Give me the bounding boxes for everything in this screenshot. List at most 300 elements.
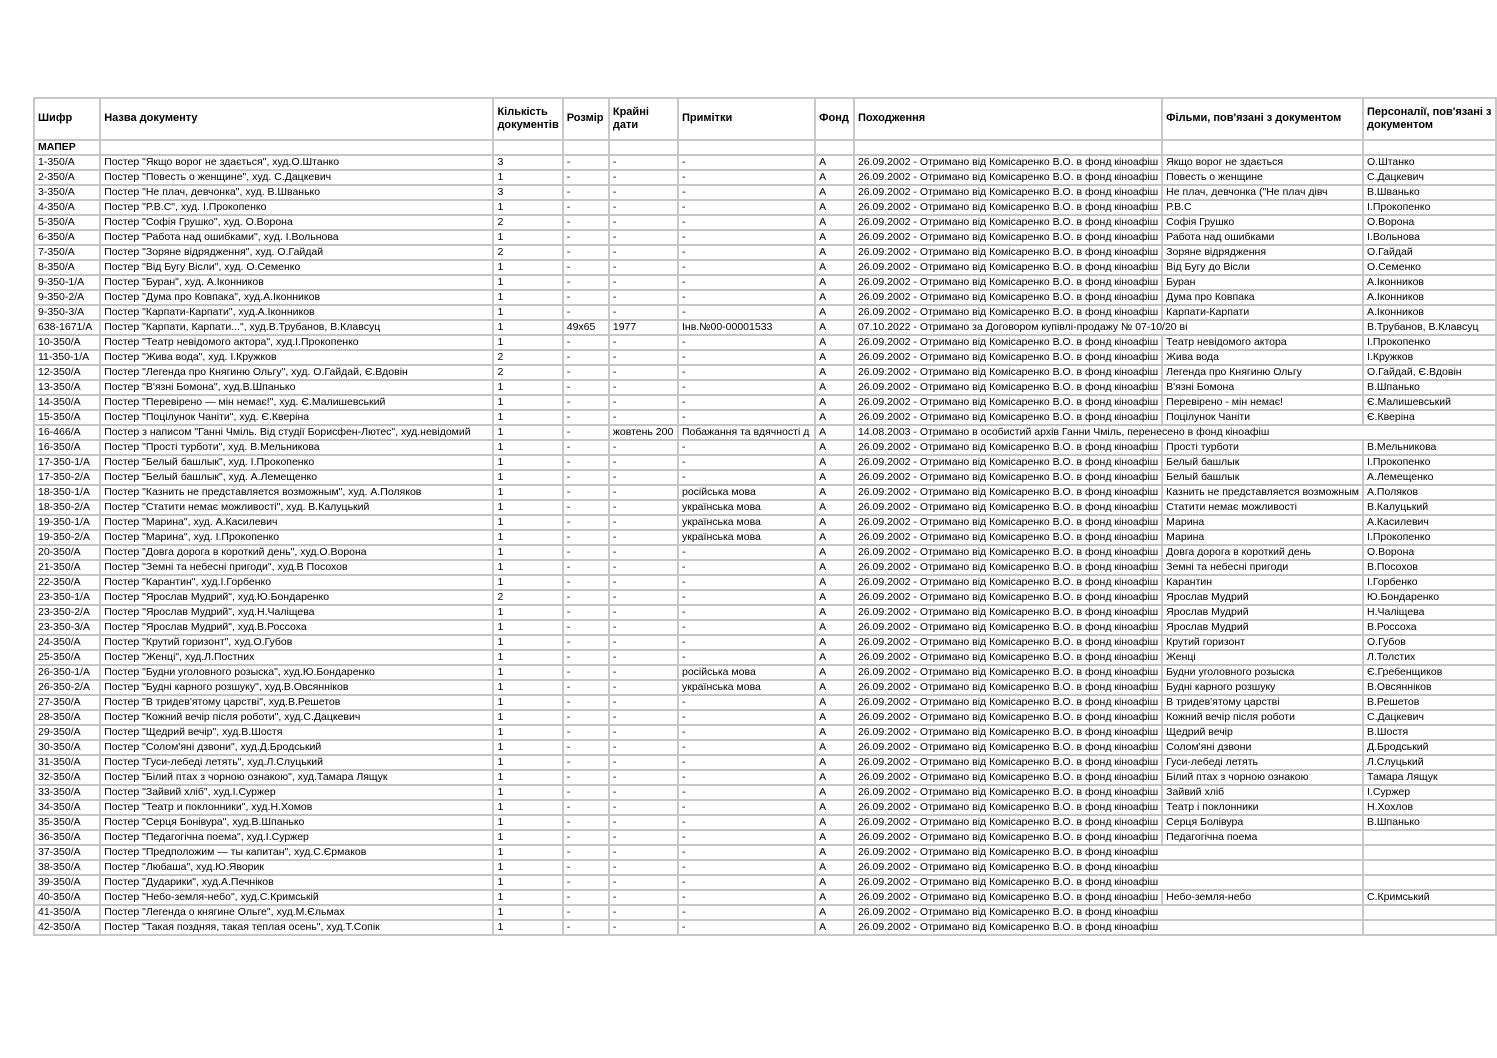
cell-film: Ярослав Мудрий xyxy=(1162,605,1363,620)
cell-dates: - xyxy=(609,770,678,785)
cell-person: В.Решетов xyxy=(1363,695,1496,710)
cell-fund: А xyxy=(815,425,854,440)
cell-code: 33-350/А xyxy=(34,785,100,800)
cell-fund: А xyxy=(815,350,854,365)
cell-title: Постер "Кожний вечір після роботи", худ.С.Дацкевич xyxy=(100,710,493,725)
table-row xyxy=(34,890,1496,905)
cell-notes: - xyxy=(678,440,815,455)
cell-code: 36-350/А xyxy=(34,830,100,845)
cell-dates: - xyxy=(609,275,678,290)
cell-size: - xyxy=(563,275,609,290)
cell-code: 41-350/А xyxy=(34,905,100,920)
cell-film: Театр невідомого актора xyxy=(1162,335,1363,350)
cell-size: - xyxy=(563,815,609,830)
cell-size: - xyxy=(563,770,609,785)
cell-size: - xyxy=(563,725,609,740)
cell-dates: - xyxy=(609,560,678,575)
cell-fund: А xyxy=(815,695,854,710)
cell-person: А.Касилевич xyxy=(1363,515,1496,530)
cell-code: 2-350/А xyxy=(34,170,100,185)
cell-fund: А xyxy=(815,320,854,335)
cell-notes: українська мова xyxy=(678,530,815,545)
cell-title: Постер "Солом'яні дзвони", худ.Д.Бродський xyxy=(100,740,493,755)
cell-title: Постер "Крутий горизонт", худ.О.Губов xyxy=(100,635,493,650)
cell-origin: 26.09.2002 - Отримано від Комісаренко В.О. в фонд кіноафіш xyxy=(854,875,1363,890)
cell-dates: - xyxy=(609,920,678,935)
cell-person: І.Горбенко xyxy=(1363,575,1496,590)
cell-film: Легенда про Княгиню Ольгу xyxy=(1162,365,1363,380)
cell-size: - xyxy=(563,620,609,635)
cell-title: Постер "Дума про Ковпака", худ.А.Іконников xyxy=(100,290,493,305)
cell-size: - xyxy=(563,515,609,530)
table-row xyxy=(34,530,1496,545)
table-row xyxy=(34,260,1496,275)
cell-person xyxy=(1363,845,1496,860)
cell-size: - xyxy=(563,905,609,920)
cell-dates: - xyxy=(609,440,678,455)
table-row xyxy=(34,455,1496,470)
cell-origin: 26.09.2002 - Отримано від Комісаренко В.О. в фонд кіноафіш xyxy=(854,560,1162,575)
section-empty-cell xyxy=(815,140,854,155)
cell-dates: - xyxy=(609,455,678,470)
archive-sheet xyxy=(33,97,1497,936)
table-row xyxy=(34,425,1496,440)
cell-title: Постер "Белый башлык", худ. А.Лемещенко xyxy=(100,470,493,485)
cell-fund: А xyxy=(815,875,854,890)
cell-film: Марина xyxy=(1162,530,1363,545)
cell-code: 24-350/А xyxy=(34,635,100,650)
cell-title: Постер "Казнить не представляется возможным", худ. А.Поляков xyxy=(100,485,493,500)
cell-film: Статити немає можливості xyxy=(1162,500,1363,515)
cell-title: Постер "Карпати, Карпати...", худ.В.Трубанов, В.Клавсуц xyxy=(100,320,493,335)
table-row xyxy=(34,485,1496,500)
cell-qty: 1 xyxy=(493,200,562,215)
cell-notes: - xyxy=(678,815,815,830)
cell-film: Дума про Ковпака xyxy=(1162,290,1363,305)
cell-qty: 1 xyxy=(493,440,562,455)
table-row xyxy=(34,305,1496,320)
cell-code: 12-350/А xyxy=(34,365,100,380)
cell-size: - xyxy=(563,365,609,380)
cell-film: Белый башлык xyxy=(1162,455,1363,470)
cell-code: 38-350/А xyxy=(34,860,100,875)
cell-notes: - xyxy=(678,560,815,575)
cell-origin: 26.09.2002 - Отримано від Комісаренко В.О. в фонд кіноафіш xyxy=(854,365,1162,380)
cell-notes: - xyxy=(678,605,815,620)
cell-person xyxy=(1363,830,1496,845)
cell-code: 25-350/А xyxy=(34,650,100,665)
cell-title: Постер "Театр и поклонники", худ.Н.Хомов xyxy=(100,800,493,815)
cell-film: Білий птах з чорною ознакою xyxy=(1162,770,1363,785)
cell-notes: - xyxy=(678,905,815,920)
cell-film: Карпати-Карпати xyxy=(1162,305,1363,320)
cell-person: А.Іконников xyxy=(1363,275,1496,290)
cell-title: Постер "Легенда о княгине Ольге", худ.М.Єльмах xyxy=(100,905,493,920)
table-row xyxy=(34,590,1496,605)
cell-dates: - xyxy=(609,710,678,725)
cell-size: - xyxy=(563,875,609,890)
cell-origin: 26.09.2002 - Отримано від Комісаренко В.О. в фонд кіноафіш xyxy=(854,575,1162,590)
cell-qty: 1 xyxy=(493,875,562,890)
cell-notes: - xyxy=(678,650,815,665)
cell-title: Постер "Предположим — ты капитан", худ.С.Єрмаков xyxy=(100,845,493,860)
cell-origin: 26.09.2002 - Отримано від Комісаренко В.О. в фонд кіноафіш xyxy=(854,530,1162,545)
cell-film: Р.В.С xyxy=(1162,200,1363,215)
cell-title: Постер з написом "Ганні Чміль. Від студії Борисфен-Лютес", худ.невідомий xyxy=(100,425,493,440)
cell-qty: 1 xyxy=(493,710,562,725)
cell-qty: 1 xyxy=(493,785,562,800)
cell-origin: 26.09.2002 - Отримано від Комісаренко В.О. в фонд кіноафіш xyxy=(854,650,1162,665)
table-row xyxy=(34,755,1496,770)
cell-film: В тридев'ятому царстві xyxy=(1162,695,1363,710)
table-row xyxy=(34,245,1496,260)
cell-title: Постер "Будни уголовного розыска", худ.Ю.Бондаренко xyxy=(100,665,493,680)
cell-title: Постер "Театр невідомого актора", худ.І.Прокопенко xyxy=(100,335,493,350)
cell-qty: 1 xyxy=(493,800,562,815)
cell-title: Постер "Легенда про Княгиню Ольгу", худ. О.Гайдай, Є.Вдовін xyxy=(100,365,493,380)
cell-notes: - xyxy=(678,215,815,230)
section-label: МАПЕР xyxy=(34,140,100,155)
cell-dates: - xyxy=(609,230,678,245)
cell-code: 42-350/А xyxy=(34,920,100,935)
table-row xyxy=(34,200,1496,215)
cell-code: 23-350-1/А xyxy=(34,590,100,605)
cell-fund: А xyxy=(815,440,854,455)
cell-qty: 1 xyxy=(493,290,562,305)
column-header-4: Крайні дати xyxy=(609,98,678,140)
cell-title: Постер "Ярослав Мудрий", худ.Ю.Бондаренко xyxy=(100,590,493,605)
cell-person: В.Калуцький xyxy=(1363,500,1496,515)
cell-person: Л.Слуцький xyxy=(1363,755,1496,770)
table-row xyxy=(34,410,1496,425)
cell-notes: Інв.№00-00001533 xyxy=(678,320,815,335)
table-row xyxy=(34,515,1496,530)
cell-film: Будни уголовного розыска xyxy=(1162,665,1363,680)
cell-fund: А xyxy=(815,830,854,845)
column-header-9: Персоналії, пов'язані з документом xyxy=(1363,98,1496,140)
cell-notes: - xyxy=(678,830,815,845)
cell-dates: - xyxy=(609,725,678,740)
cell-person: Д.Бродський xyxy=(1363,740,1496,755)
cell-origin: 26.09.2002 - Отримано від Комісаренко В.О. в фонд кіноафіш xyxy=(854,860,1363,875)
cell-dates: - xyxy=(609,260,678,275)
cell-film: Карантин xyxy=(1162,575,1363,590)
cell-film: Работа над ошибками xyxy=(1162,230,1363,245)
cell-fund: А xyxy=(815,680,854,695)
cell-size: - xyxy=(563,290,609,305)
cell-dates: - xyxy=(609,185,678,200)
cell-fund: А xyxy=(815,215,854,230)
cell-dates: - xyxy=(609,575,678,590)
cell-dates: - xyxy=(609,515,678,530)
cell-person: І.Прокопенко xyxy=(1363,335,1496,350)
cell-origin: 26.09.2002 - Отримано від Комісаренко В.О. в фонд кіноафіш xyxy=(854,470,1162,485)
cell-fund: А xyxy=(815,785,854,800)
cell-person: А.Іконников xyxy=(1363,305,1496,320)
cell-film: В'язні Бомона xyxy=(1162,380,1363,395)
cell-film: Буран xyxy=(1162,275,1363,290)
cell-person: Є.Гребенщиков xyxy=(1363,665,1496,680)
cell-origin: 26.09.2002 - Отримано від Комісаренко В.О. в фонд кіноафіш xyxy=(854,845,1363,860)
cell-person: І.Прокопенко xyxy=(1363,455,1496,470)
cell-code: 7-350/А xyxy=(34,245,100,260)
cell-notes: - xyxy=(678,260,815,275)
cell-size: - xyxy=(563,215,609,230)
cell-title: Постер "Якщо ворог не здається", худ.О.Штанко xyxy=(100,155,493,170)
cell-notes: - xyxy=(678,800,815,815)
table-row xyxy=(34,875,1496,890)
cell-title: Постер "Р.В.С", худ. І.Прокопенко xyxy=(100,200,493,215)
cell-title: Постер "Жива вода", худ. І.Кружков xyxy=(100,350,493,365)
cell-size: - xyxy=(563,455,609,470)
column-header-6: Фонд xyxy=(815,98,854,140)
cell-fund: А xyxy=(815,260,854,275)
cell-notes: - xyxy=(678,170,815,185)
cell-qty: 1 xyxy=(493,260,562,275)
cell-fund: А xyxy=(815,365,854,380)
cell-code: 8-350/А xyxy=(34,260,100,275)
section-empty-cell xyxy=(678,140,815,155)
cell-code: 17-350-1/А xyxy=(34,455,100,470)
cell-code: 20-350/А xyxy=(34,545,100,560)
cell-notes: російська мова xyxy=(678,665,815,680)
cell-title: Постер "Поцілунок Чаніти", худ. Є.Кверіна xyxy=(100,410,493,425)
cell-title: Постер "Прості турботи", худ. В.Мельникова xyxy=(100,440,493,455)
cell-notes: - xyxy=(678,590,815,605)
cell-code: 17-350-2/А xyxy=(34,470,100,485)
cell-qty: 1 xyxy=(493,830,562,845)
table-row xyxy=(34,350,1496,365)
table-row xyxy=(34,275,1496,290)
cell-notes: - xyxy=(678,725,815,740)
cell-qty: 1 xyxy=(493,455,562,470)
cell-qty: 1 xyxy=(493,620,562,635)
table-row xyxy=(34,770,1496,785)
cell-size: - xyxy=(563,185,609,200)
cell-notes: - xyxy=(678,740,815,755)
cell-origin: 26.09.2002 - Отримано від Комісаренко В.О. в фонд кіноафіш xyxy=(854,710,1162,725)
cell-person: Ю.Бондаренко xyxy=(1363,590,1496,605)
cell-size: - xyxy=(563,635,609,650)
cell-dates: - xyxy=(609,395,678,410)
cell-fund: А xyxy=(815,380,854,395)
cell-dates: - xyxy=(609,635,678,650)
cell-film: Небо-земля-небо xyxy=(1162,890,1363,905)
table-row xyxy=(34,860,1496,875)
cell-fund: А xyxy=(815,530,854,545)
cell-code: 21-350/А xyxy=(34,560,100,575)
cell-code: 22-350/А xyxy=(34,575,100,590)
cell-film: Софія Грушко xyxy=(1162,215,1363,230)
table-row xyxy=(34,470,1496,485)
cell-qty: 3 xyxy=(493,185,562,200)
table-row xyxy=(34,155,1496,170)
cell-fund: А xyxy=(815,275,854,290)
table-row xyxy=(34,395,1496,410)
cell-dates: - xyxy=(609,740,678,755)
cell-title: Постер "Ярослав Мудрий", худ.Н.Чаліщева xyxy=(100,605,493,620)
cell-qty: 1 xyxy=(493,695,562,710)
column-header-8: Фільми, пов'язані з документом xyxy=(1162,98,1363,140)
cell-person: Є.Кверіна xyxy=(1363,410,1496,425)
cell-person: Н.Чаліщева xyxy=(1363,605,1496,620)
cell-person: І.Суржер xyxy=(1363,785,1496,800)
cell-film: Ярослав Мудрий xyxy=(1162,620,1363,635)
cell-size: - xyxy=(563,335,609,350)
table-row xyxy=(34,500,1496,515)
cell-origin: 26.09.2002 - Отримано від Комісаренко В.О. в фонд кіноафіш xyxy=(854,410,1162,425)
cell-dates: - xyxy=(609,905,678,920)
cell-dates: жовтень 200 xyxy=(609,425,678,440)
cell-qty: 1 xyxy=(493,560,562,575)
cell-qty: 1 xyxy=(493,740,562,755)
cell-person: Н.Хохлов xyxy=(1363,800,1496,815)
cell-notes: - xyxy=(678,785,815,800)
cell-film: Ярослав Мудрий xyxy=(1162,590,1363,605)
cell-dates: - xyxy=(609,410,678,425)
section-empty-cell xyxy=(854,140,1162,155)
cell-title: Постер "Будні карного розшуку", худ.В.Овсянніков xyxy=(100,680,493,695)
table-body xyxy=(34,140,1496,935)
cell-fund: А xyxy=(815,635,854,650)
cell-title: Постер "Небо-земля-небо", худ.С.Кримській xyxy=(100,890,493,905)
cell-title: Постер "Гуси-лебеді летять", худ.Л.Слуцький xyxy=(100,755,493,770)
cell-code: 37-350/А xyxy=(34,845,100,860)
cell-size: - xyxy=(563,470,609,485)
cell-qty: 1 xyxy=(493,230,562,245)
cell-size: - xyxy=(563,590,609,605)
cell-code: 13-350/А xyxy=(34,380,100,395)
cell-qty: 1 xyxy=(493,665,562,680)
cell-fund: А xyxy=(815,515,854,530)
cell-size: - xyxy=(563,740,609,755)
cell-size: - xyxy=(563,200,609,215)
cell-origin: 26.09.2002 - Отримано від Комісаренко В.О. в фонд кіноафіш xyxy=(854,200,1162,215)
cell-fund: А xyxy=(815,410,854,425)
cell-notes: - xyxy=(678,635,815,650)
cell-size: - xyxy=(563,440,609,455)
cell-code: 40-350/А xyxy=(34,890,100,905)
cell-fund: А xyxy=(815,740,854,755)
cell-notes: - xyxy=(678,890,815,905)
cell-qty: 2 xyxy=(493,245,562,260)
cell-notes: - xyxy=(678,245,815,260)
cell-film: Жива вода xyxy=(1162,350,1363,365)
cell-size: - xyxy=(563,245,609,260)
cell-qty: 1 xyxy=(493,770,562,785)
cell-dates: - xyxy=(609,650,678,665)
table-row xyxy=(34,170,1496,185)
cell-fund: А xyxy=(815,395,854,410)
cell-person: А.Іконников xyxy=(1363,290,1496,305)
cell-origin: 26.09.2002 - Отримано від Комісаренко В.О. в фонд кіноафіш xyxy=(854,830,1162,845)
cell-dates: - xyxy=(609,155,678,170)
cell-qty: 1 xyxy=(493,845,562,860)
cell-qty: 1 xyxy=(493,755,562,770)
cell-code: 34-350/А xyxy=(34,800,100,815)
section-empty-cell xyxy=(1162,140,1363,155)
cell-notes: - xyxy=(678,755,815,770)
cell-origin: 26.09.2002 - Отримано від Комісаренко В.О. в фонд кіноафіш xyxy=(854,695,1162,710)
cell-dates: - xyxy=(609,335,678,350)
table-row xyxy=(34,665,1496,680)
cell-code: 638-1671/А xyxy=(34,320,100,335)
cell-dates: - xyxy=(609,200,678,215)
cell-dates: - xyxy=(609,545,678,560)
cell-notes: - xyxy=(678,155,815,170)
cell-fund: А xyxy=(815,590,854,605)
cell-size: - xyxy=(563,170,609,185)
table-row xyxy=(34,830,1496,845)
cell-film: Гуси-лебеді летять xyxy=(1162,755,1363,770)
cell-notes: - xyxy=(678,470,815,485)
cell-dates: - xyxy=(609,365,678,380)
cell-title: Постер "Женці", худ.Л.Постних xyxy=(100,650,493,665)
cell-person: О.Штанко xyxy=(1363,155,1496,170)
cell-origin: 26.09.2002 - Отримано від Комісаренко В.О. в фонд кіноафіш xyxy=(854,245,1162,260)
cell-qty: 1 xyxy=(493,860,562,875)
cell-title: Постер "Серця Бонівура", худ.В.Шпанько xyxy=(100,815,493,830)
cell-code: 28-350/А xyxy=(34,710,100,725)
cell-film: Театр і поклонники xyxy=(1162,800,1363,815)
cell-notes: - xyxy=(678,185,815,200)
cell-code: 14-350/А xyxy=(34,395,100,410)
cell-person xyxy=(1363,860,1496,875)
cell-size: - xyxy=(563,380,609,395)
cell-dates: - xyxy=(609,860,678,875)
cell-size: - xyxy=(563,785,609,800)
cell-fund: А xyxy=(815,545,854,560)
cell-film: Зоряне відрядження xyxy=(1162,245,1363,260)
cell-code: 11-350-1/А xyxy=(34,350,100,365)
cell-dates: - xyxy=(609,815,678,830)
cell-size: - xyxy=(563,800,609,815)
cell-size: - xyxy=(563,560,609,575)
cell-size: - xyxy=(563,350,609,365)
cell-notes: - xyxy=(678,410,815,425)
cell-person: Є.Малишевський xyxy=(1363,395,1496,410)
cell-fund: А xyxy=(815,845,854,860)
cell-film: Кожний вечір після роботи xyxy=(1162,710,1363,725)
cell-qty: 1 xyxy=(493,680,562,695)
cell-notes: - xyxy=(678,305,815,320)
cell-notes: українська мова xyxy=(678,680,815,695)
cell-dates: - xyxy=(609,305,678,320)
table-row xyxy=(34,440,1496,455)
cell-qty: 2 xyxy=(493,590,562,605)
cell-qty: 1 xyxy=(493,500,562,515)
cell-origin: 26.09.2002 - Отримано від Комісаренко В.О. в фонд кіноафіш xyxy=(854,605,1162,620)
cell-size: - xyxy=(563,755,609,770)
cell-origin: 26.09.2002 - Отримано від Комісаренко В.О. в фонд кіноафіш xyxy=(854,170,1162,185)
cell-dates: - xyxy=(609,290,678,305)
cell-dates: - xyxy=(609,350,678,365)
section-empty-cell xyxy=(609,140,678,155)
cell-person: В.Трубанов, В.Клавсуц xyxy=(1363,320,1496,335)
cell-qty: 1 xyxy=(493,485,562,500)
cell-fund: А xyxy=(815,560,854,575)
cell-film: Довга дорога в короткий день xyxy=(1162,545,1363,560)
column-header-5: Примітки xyxy=(678,98,815,140)
cell-origin: 26.09.2002 - Отримано від Комісаренко В.О. в фонд кіноафіш xyxy=(854,305,1162,320)
cell-origin: 26.09.2002 - Отримано від Комісаренко В.О. в фонд кіноафіш xyxy=(854,350,1162,365)
cell-origin: 26.09.2002 - Отримано від Комісаренко В.О. в фонд кіноафіш xyxy=(854,755,1162,770)
cell-title: Постер "В'язні Бомона", худ.В.Шпанько xyxy=(100,380,493,395)
cell-size: - xyxy=(563,305,609,320)
cell-notes: - xyxy=(678,275,815,290)
cell-qty: 1 xyxy=(493,575,562,590)
cell-origin: 26.09.2002 - Отримано від Комісаренко В.О. в фонд кіноафіш xyxy=(854,155,1162,170)
